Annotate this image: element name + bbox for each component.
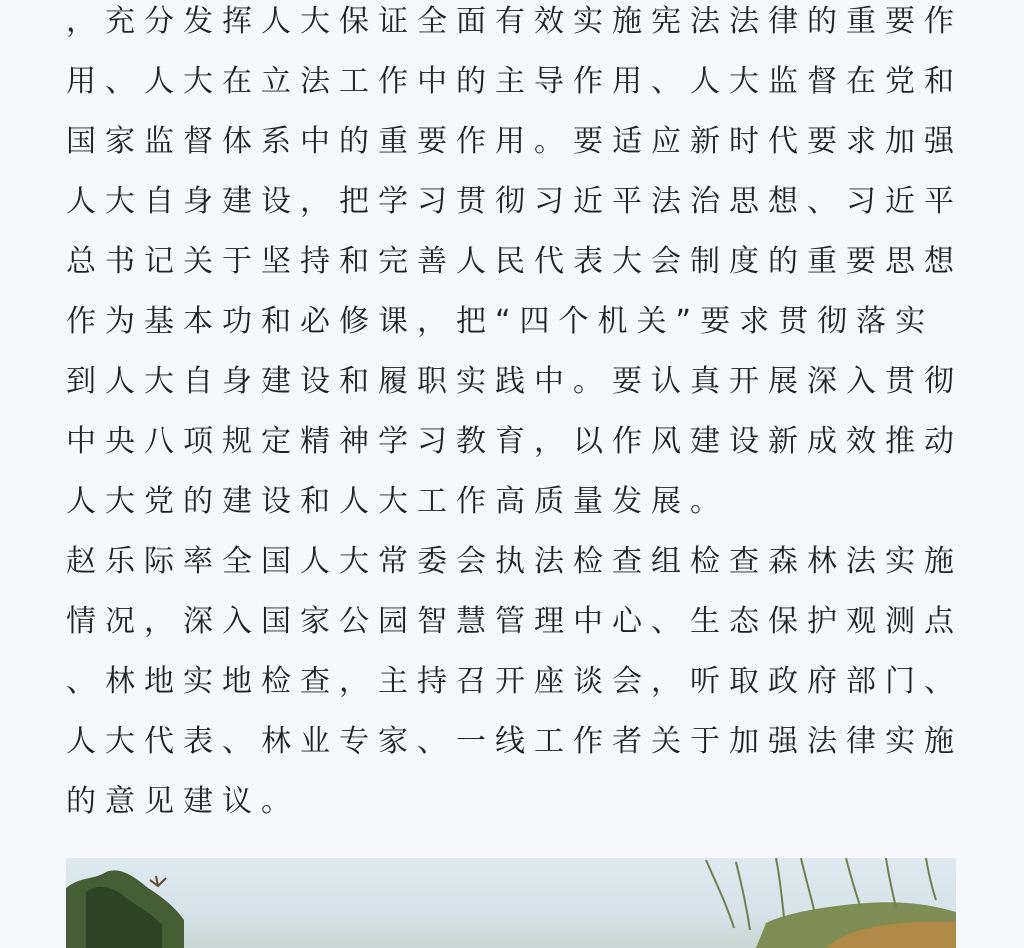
article-line: 情况，深入国家公园智慧管理中心、生态保护观测点 [66,604,963,639]
forest-landscape-image [66,858,956,948]
article-line: 国家监督体系中的重要作用。要适应新时代要求加强 [66,124,963,159]
article-line: 人大党的建设和人大工作高质量发展。 [66,484,729,519]
article-photo [66,858,956,948]
article-line: ，充分发挥人大保证全面有效实施宪法法律的重要作 [66,4,963,39]
article-line: 中央八项规定精神学习教育，以作风建设新成效推动 [66,424,963,459]
article-line: 赵乐际率全国人大常委会执法检查组检查森林法实施 [66,544,963,579]
article-line: 的意见建议。 [66,784,300,819]
article-line: 作为基本功和必修课，把“四个机关”要求贯彻落实 [66,304,935,339]
article-line: 用、人大在立法工作中的主导作用、人大监督在党和 [66,64,963,99]
article-line: 到人大自身建设和履职实践中。要认真开展深入贯彻 [66,364,963,399]
article-line: 人大代表、林业专家、一线工作者关于加强法律实施 [66,724,963,759]
article-line: 人大自身建设，把学习贯彻习近平法治思想、习近平 [66,184,963,219]
article-line: 、林地实地检查，主持召开座谈会，听取政府部门、 [66,664,963,699]
article-line: 总书记关于坚持和完善人民代表大会制度的重要思想 [66,244,963,279]
